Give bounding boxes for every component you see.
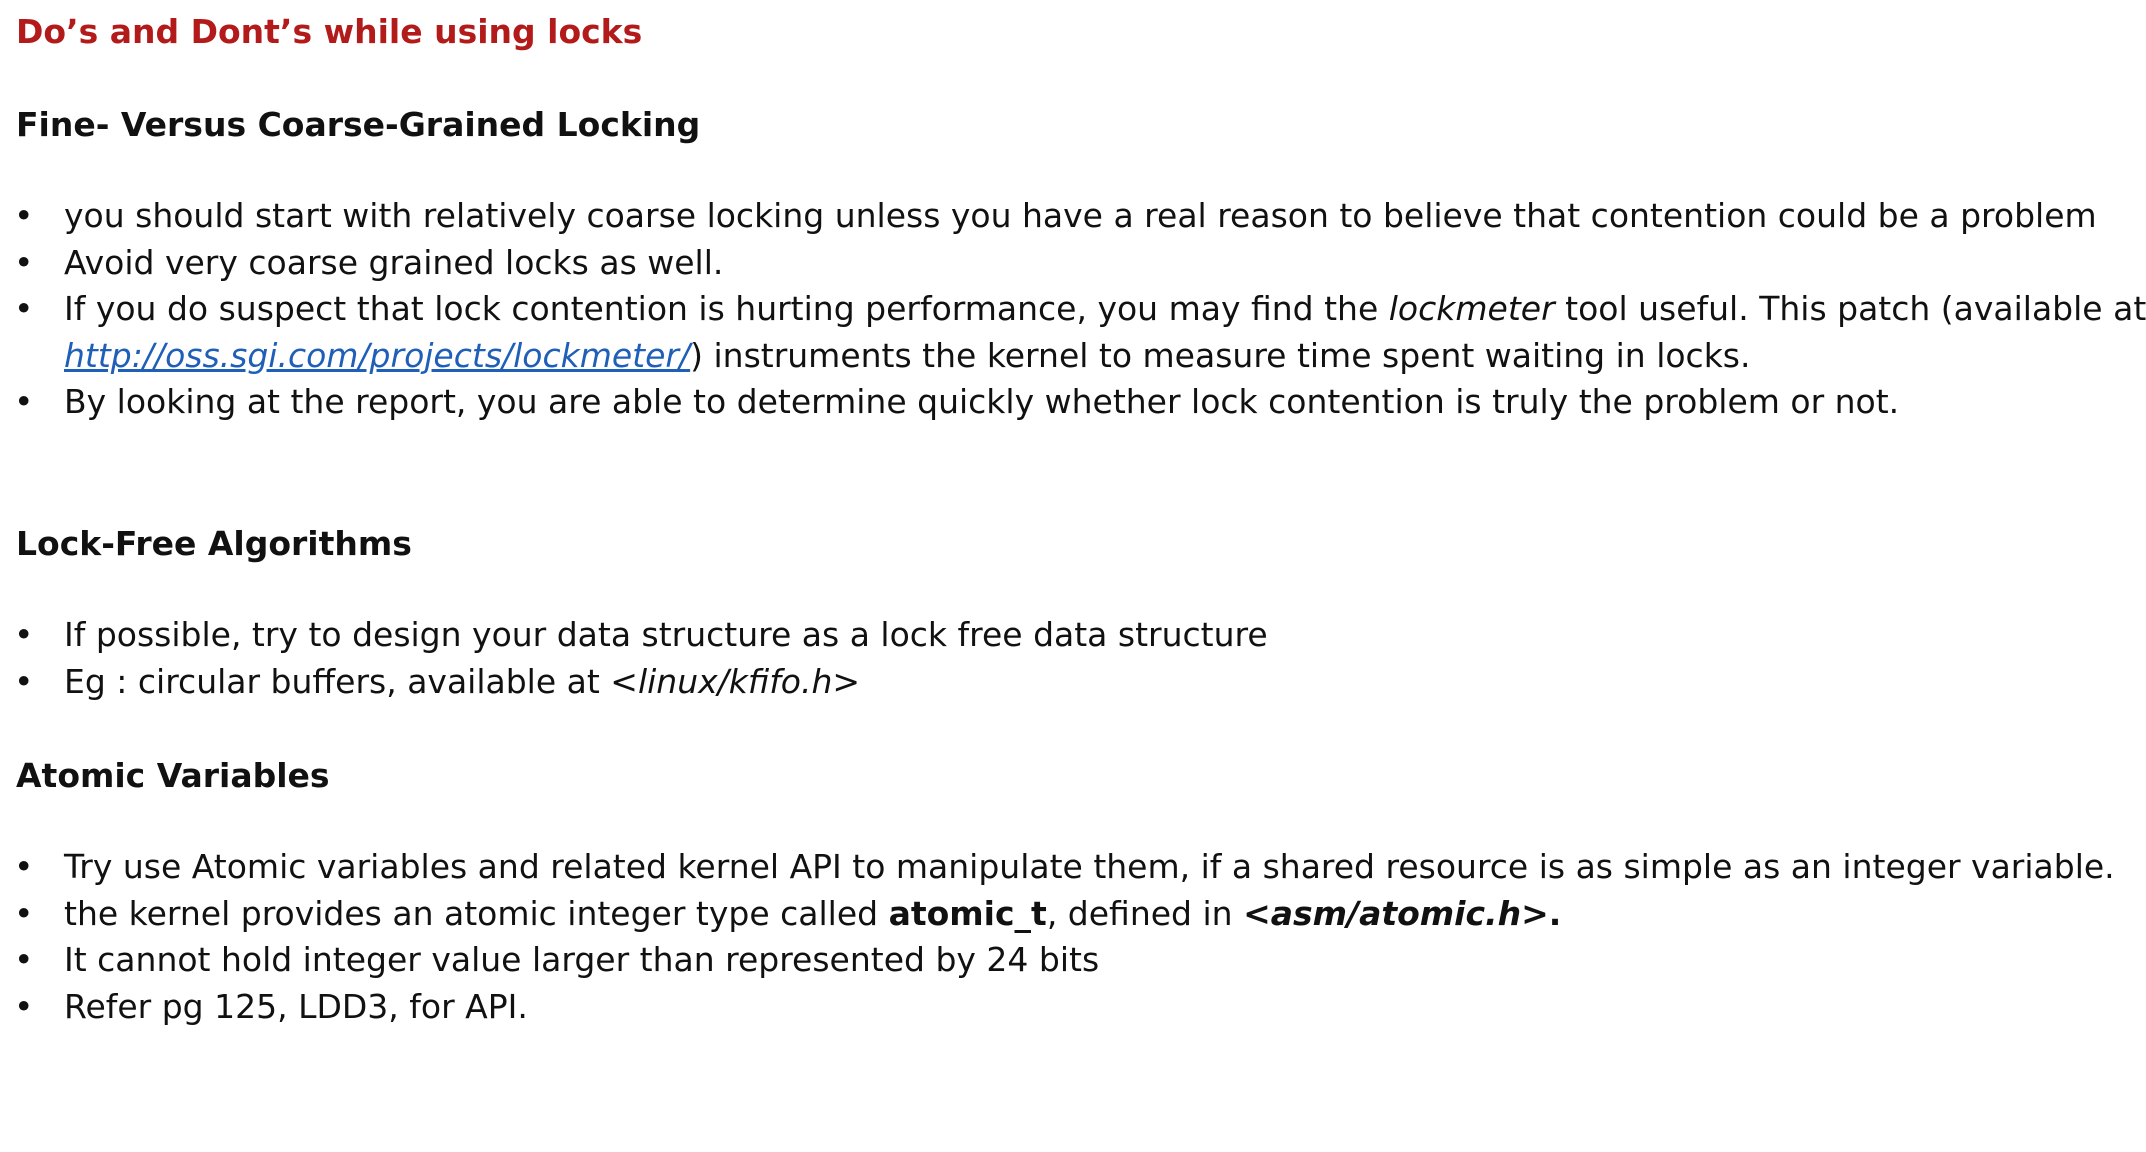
kfifo-header-emphasis: <linux/kfifo.h>: [610, 661, 861, 701]
heading-atomic-variables: Atomic Variables: [16, 756, 330, 795]
bullet-text-end: .: [1548, 893, 1562, 933]
bullet-text: you should start with relatively coarse locking unless you have a real reason to believe that contention could be a problem: [64, 196, 2097, 235]
lockmeter-emphasis: lockmeter: [1388, 289, 1555, 328]
lockmeter-link[interactable]: http://oss.sgi.com/projects/lockmeter/: [64, 335, 691, 375]
atomic-header-strong: <asm/atomic.h>: [1243, 893, 1549, 933]
bullet-icon: •: [14, 196, 34, 235]
bullet-text: the kernel provides an atomic integer type called: [64, 893, 889, 933]
bullet-icon: •: [14, 615, 34, 654]
bullet-text: Eg : circular buffers, available at: [64, 661, 611, 701]
list-atomic: [0, 844, 2115, 1030]
bullet-text: Try use Atomic variables and related kernel API to manipulate them, if a shared resource is as simple as an integer variable.: [64, 847, 2115, 886]
list-item: [0, 891, 2115, 938]
bullet-text-line: [64, 286, 2146, 333]
bullet-text: Avoid very coarse grained locks as well.: [64, 242, 724, 282]
bullet-icon: •: [14, 661, 34, 701]
list-item: [0, 612, 1268, 659]
bullet-text: If possible, try to design your data structure as a lock free data structure: [64, 615, 1268, 654]
bullet-text: If you do suspect that lock contention is hurting performance, you may find the: [64, 289, 1389, 328]
atomic-t-strong: atomic_t: [888, 893, 1047, 933]
bullet-icon: •: [14, 986, 34, 1026]
bullet-text: It cannot hold integer value larger than represented by 24 bits: [64, 940, 1100, 979]
bullet-icon: •: [14, 940, 34, 979]
list-item: [0, 379, 2146, 426]
list-item: [0, 984, 2115, 1031]
list-item: [0, 193, 2146, 240]
bullet-text: , defined in: [1046, 893, 1244, 933]
bullet-text: By looking at the report, you are able to determine quickly whether lock contention is truly the problem or not.: [64, 382, 1900, 421]
bullet-icon: •: [14, 847, 34, 886]
bullet-icon: •: [14, 893, 34, 933]
list-fine-coarse: [0, 193, 2146, 426]
list-item: [0, 659, 1268, 706]
bullet-text-line: [64, 333, 2146, 380]
bullet-icon: •: [14, 242, 34, 282]
list-item: [0, 937, 2115, 984]
heading-fine-coarse-locking: Fine- Versus Coarse-Grained Locking: [16, 105, 701, 144]
heading-lock-free-algorithms: Lock-Free Algorithms: [16, 524, 412, 563]
bullet-icon: •: [14, 289, 34, 328]
bullet-icon: •: [14, 382, 34, 421]
bullet-text: tool useful. This patch (available at: [1554, 289, 2146, 328]
bullet-text: ) instruments the kernel to measure time spent waiting in locks.: [690, 335, 1751, 375]
bullet-text: Refer pg 125, LDD3, for API.: [64, 986, 528, 1026]
slide-title: Do’s and Dont’s while using locks: [16, 12, 643, 51]
list-lock-free: [0, 612, 1268, 705]
list-item: [0, 844, 2115, 891]
list-item: [0, 240, 2146, 287]
list-item: [0, 286, 2146, 379]
